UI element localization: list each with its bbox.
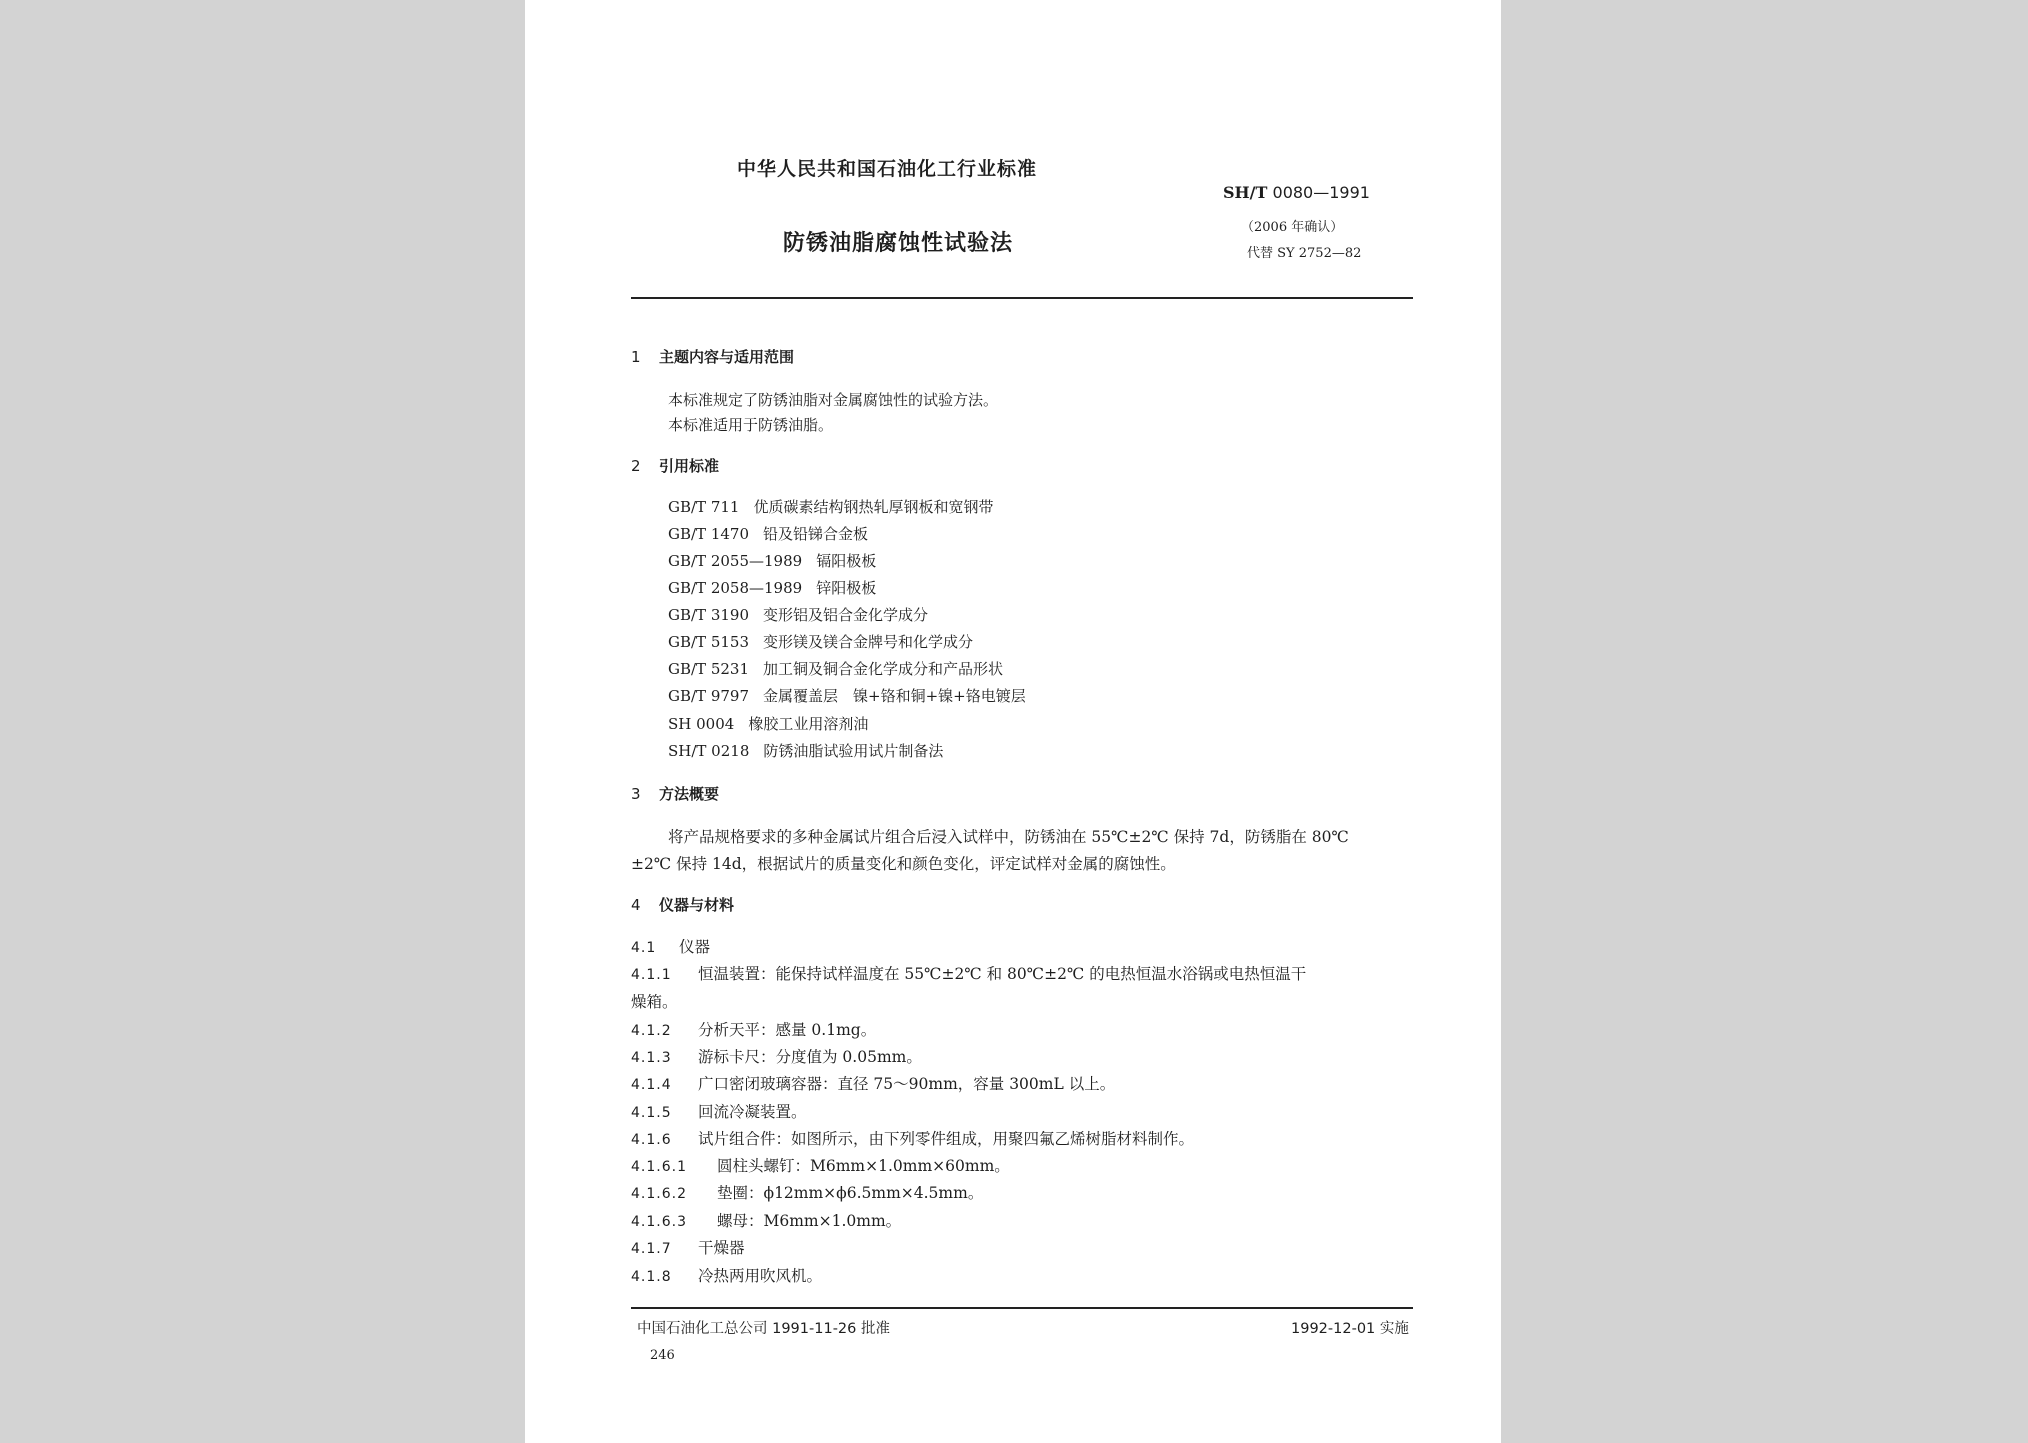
document-title: 防锈油脂腐蚀性试验法 [783,231,1014,256]
approval-note: 中国石油化工总公司 1991-11-26 批准 [637,1321,890,1337]
section-number: 4 [631,896,641,914]
reference-title: 金属覆盖层 镍+铬和铜+镍+铬电镀层 [763,687,1026,705]
section-title: 方法概要 [659,785,720,803]
section-title: 仪器与材料 [659,896,735,914]
clause-text: 燥箱。 [631,993,678,1011]
section-number: 2 [631,457,641,475]
reference-title: 铅及铅锑合金板 [763,525,869,543]
section-title: 主题内容与适用范围 [659,348,795,366]
paragraph: 本标准规定了防锈油脂对金属腐蚀性的试验方法。 [668,391,999,409]
effective-date-note: 1992-12-01 实施 [1291,1321,1409,1337]
reference-item [668,740,943,761]
reference-code: GB/T 711 [668,498,740,516]
paragraph-line: 将产品规格要求的多种金属试片组合后浸入试样中，防锈油在 55℃±2℃ 保持 7d，防锈脂在 80℃ [668,828,1349,846]
clause-text: 冷热两用吹风机。 [698,1267,823,1285]
clause-number: 4.1.5 [631,1105,672,1121]
clause-item [631,990,678,1012]
reference-code: GB/T 2058—1989 [668,579,803,597]
reference-title: 优质碳素结构钢热轧厚钢板和宽钢带 [753,498,994,516]
reference-code: GB/T 3190 [668,606,750,624]
clause-text: 仪器 [679,938,711,956]
reference-item [668,631,973,652]
footer-divider [631,1307,1413,1309]
reference-title: 锌阳极板 [816,579,877,597]
clause-text: 恒温装置：能保持试样温度在 55℃±2℃ 和 80℃±2℃ 的电热恒温水浴锅或电热恒温干 [698,965,1307,983]
clause-number: 4.1.7 [631,1241,672,1257]
paragraph: 本标准适用于防锈油脂。 [668,416,834,434]
clause-text: 圆柱头螺钉：M6mm×1.0mm×60mm。 [717,1157,1010,1175]
clause-item [631,1209,901,1231]
reference-code: GB/T 5231 [668,660,750,678]
confirmation-note: （2006 年确认） [1241,220,1344,235]
clause-item [631,1264,822,1286]
standard-code [1223,183,1370,202]
reference-item [668,604,928,625]
reference-code: GB/T 9797 [668,687,750,705]
standard-code-number: 0080—1991 [1272,183,1370,202]
clause-number: 4.1.3 [631,1050,672,1066]
clause-text: 广口密闭玻璃容器：直径 75～90mm，容量 300mL 以上。 [698,1075,1116,1093]
section-3-heading [631,783,719,804]
clause-number: 4.1.6.3 [631,1214,687,1230]
reference-item [668,685,1026,706]
replaces-note: 代替 SY 2752—82 [1247,246,1362,261]
clause-text: 回流冷凝装置。 [698,1103,807,1121]
clause-number: 4.1.6 [631,1132,672,1148]
clause-number: 4.1.6.1 [631,1159,687,1175]
clause-item [631,1236,745,1258]
clause-number: 4.1.2 [631,1023,672,1039]
clause-number: 4.1 [631,940,657,956]
reference-code: SH/T 0218 [668,742,750,760]
clause-text: 试片组合件：如图所示，由下列零件组成，用聚四氟乙烯树脂材料制作。 [698,1130,1195,1148]
clause-number: 4.1.6.2 [631,1186,687,1202]
section-4-heading [631,894,734,915]
reference-item [668,713,868,734]
reference-title: 变形铝及铝合金化学成分 [763,606,929,624]
paragraph-line: ±2℃ 保持 14d，根据试片的质量变化和颜色变化，评定试样对金属的腐蚀性。 [631,855,1176,873]
document-page [525,0,1501,1443]
clause-number: 4.1.8 [631,1269,672,1285]
clause-number: 4.1.4 [631,1077,672,1093]
reference-item [668,577,876,598]
reference-code: GB/T 2055—1989 [668,552,803,570]
section-1-heading [631,346,794,367]
standard-code-prefix: SH/T [1223,183,1268,202]
clause-text: 分析天平：感量 0.1mg。 [698,1021,877,1039]
reference-title: 镉阳极板 [816,552,877,570]
clause-item [631,935,710,957]
section-2-heading [631,455,719,476]
section-number: 1 [631,348,641,366]
reference-item [668,523,868,544]
clause-item [631,1154,1010,1176]
clause-number: 4.1.1 [631,967,672,983]
reference-item [668,658,1003,679]
clause-item [631,1072,1115,1094]
header-divider [631,297,1413,299]
clause-item [631,962,1306,984]
page-number: 246 [650,1348,675,1363]
reference-title: 橡胶工业用溶剂油 [748,715,869,733]
section-number: 3 [631,785,641,803]
clause-item [631,1100,807,1122]
clause-text: 干燥器 [698,1239,745,1257]
reference-code: SH 0004 [668,715,735,733]
clause-text: 游标卡尺：分度值为 0.05mm。 [698,1048,922,1066]
clause-item [631,1127,1194,1149]
clause-text: 垫圈：ϕ12mm×ϕ6.5mm×4.5mm。 [717,1184,984,1202]
clause-item [631,1045,922,1067]
reference-title: 变形镁及镁合金牌号和化学成分 [763,633,974,651]
reference-title: 加工铜及铜合金化学成分和产品形状 [763,660,1004,678]
clause-text: 螺母：M6mm×1.0mm。 [717,1212,902,1230]
reference-code: GB/T 5153 [668,633,750,651]
section-title: 引用标准 [659,457,720,475]
reference-code: GB/T 1470 [668,525,750,543]
clause-item [631,1181,983,1203]
standard-organization: 中华人民共和国石油化工行业标准 [737,158,1038,180]
reference-item [668,496,993,517]
reference-title: 防锈油脂试验用试片制备法 [763,742,944,760]
reference-item [668,550,876,571]
clause-item [631,1018,876,1040]
